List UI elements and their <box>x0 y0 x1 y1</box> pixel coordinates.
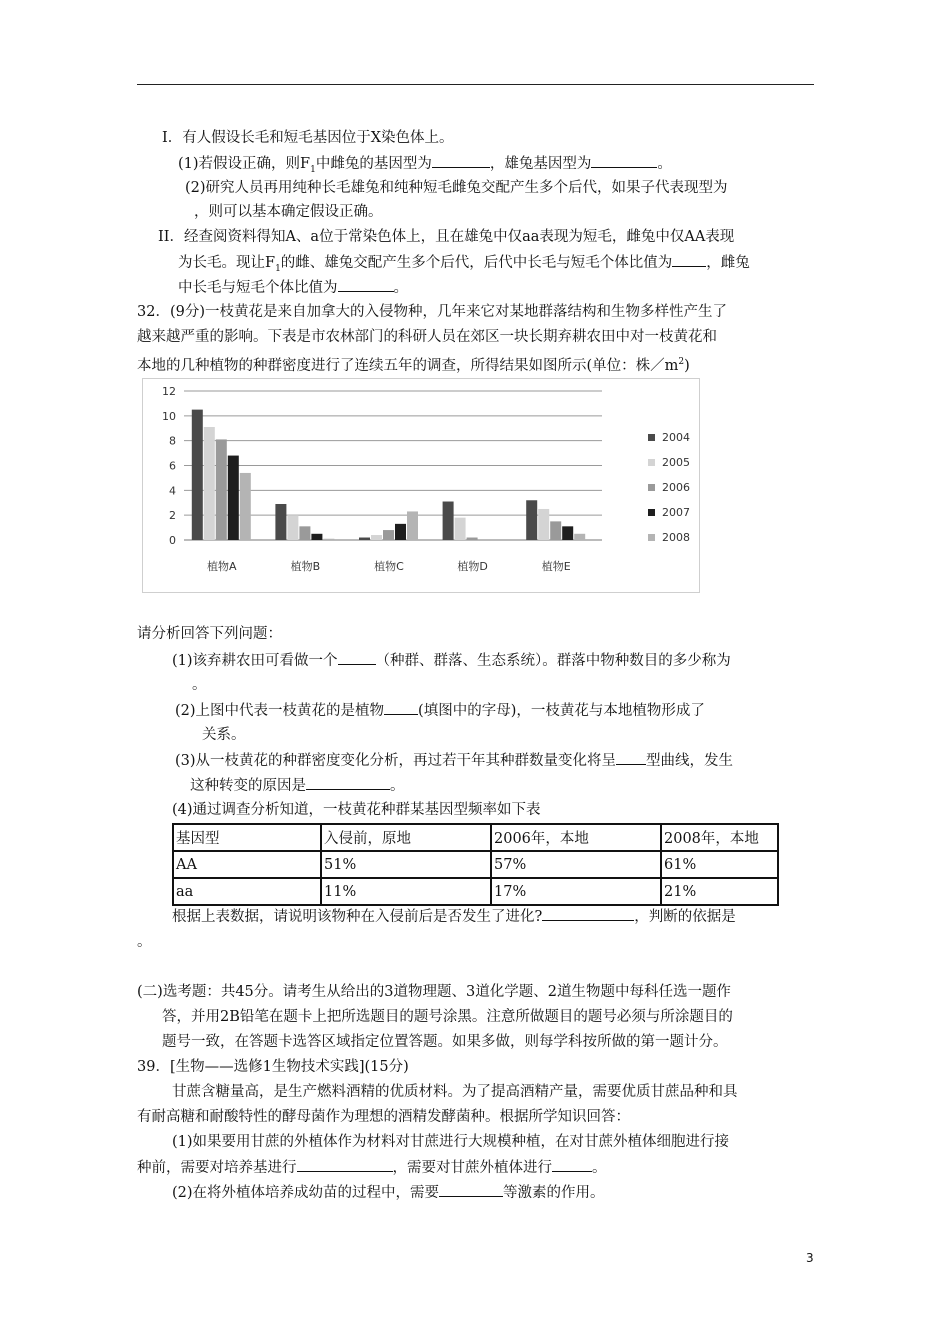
q31-p1-q2-line2: ，则可以基本确定假设正确。 <box>194 204 383 220</box>
q39-title: 39．[生物——选修1生物技术实践](15分) <box>137 1059 409 1075</box>
legend-swatch <box>648 509 655 516</box>
legend-swatch <box>648 534 655 541</box>
bar <box>371 535 382 540</box>
q32-sub2-end: 关系。 <box>202 727 246 743</box>
y-tick-label: 2 <box>169 509 176 523</box>
category-label: 植物E <box>541 560 571 573</box>
table-row <box>173 851 778 878</box>
q32-sub3: (3)从一枝黄花的种群密度变化分析，再过若干年其种群数量变化将呈 型曲线，发生 <box>175 750 733 771</box>
legend-swatch <box>648 459 655 466</box>
population-density-bar-chart <box>142 378 700 593</box>
bar <box>204 427 215 540</box>
bar <box>574 534 585 540</box>
q32-intro-line1: 32．(9分)一枝黄花是来自加拿大的入侵物种，几年来它对某地群落结构和生物多样性产生了 <box>137 304 727 320</box>
bar <box>287 515 298 540</box>
answer-blank[interactable] <box>439 1182 503 1197</box>
table-cell: AA <box>173 851 321 878</box>
q32-after-line2: 。 <box>137 934 152 950</box>
answer-blank[interactable] <box>338 277 394 292</box>
category-label: 植物B <box>290 560 321 573</box>
bar <box>395 524 406 540</box>
legend-label: 2008 <box>662 531 690 544</box>
legend-label: 2006 <box>662 481 690 494</box>
q31-part2-line2: 为长毛。现让$F_1$的雌、雄兔交配产生多个后代，后代中长毛与短毛个体比值为 ，雌兔 <box>178 252 750 279</box>
y-tick-label: 12 <box>162 385 176 398</box>
q32-sub2: (2)上图中代表一枝黄花的是植物 (填图中的字母)，一枝黄花与本地植物形成了 <box>175 700 705 721</box>
bar <box>299 526 310 540</box>
bar <box>228 456 239 540</box>
answer-blank[interactable] <box>338 650 376 665</box>
legend-swatch <box>648 484 655 491</box>
table-cell: 57% <box>491 851 661 878</box>
answer-blank[interactable] <box>672 252 706 267</box>
category-label: 植物A <box>207 560 237 573</box>
bar <box>192 410 203 540</box>
q31-part1-title: I．有人假设长毛和短毛基因位于X染色体上。 <box>162 130 454 146</box>
q39-para1: 甘蔗含糖量高，是生产燃料酒精的优质材料。为了提高酒精产量，需要优质甘蔗品种和具 <box>172 1084 738 1100</box>
table-header-cell: 2006年，本地 <box>491 824 661 851</box>
section2-line3: 题号一致，在答题卡选答区域指定位置答题。如果多做，则每学科按所做的第一题计分。 <box>162 1034 728 1050</box>
table-cell: aa <box>173 878 321 905</box>
answer-blank[interactable] <box>432 153 490 168</box>
q39-sub1-line2: 种前，需要对培养基进行 ，需要对甘蔗外植体进行 。 <box>137 1157 607 1178</box>
bar <box>526 500 537 540</box>
table-header-cell: 2008年，本地 <box>661 824 778 851</box>
q32-sub3-line2: 这种转变的原因是 。 <box>190 775 405 796</box>
answer-blank[interactable] <box>616 750 646 765</box>
bar <box>407 511 418 540</box>
q39-sub2: (2)在将外植体培养成幼苗的过程中，需要 等激素的作用。 <box>172 1182 605 1203</box>
bar <box>538 509 549 540</box>
table-cell: 11% <box>321 878 491 905</box>
y-tick-label: 4 <box>169 484 176 498</box>
table-row <box>173 878 778 905</box>
bar <box>323 539 334 540</box>
bar <box>240 473 251 540</box>
answer-blank[interactable] <box>306 775 390 790</box>
table-header-cell: 入侵前，原地 <box>321 824 491 851</box>
table-cell: 61% <box>661 851 778 878</box>
legend-label: 2004 <box>662 431 690 444</box>
table-cell: 51% <box>321 851 491 878</box>
bar <box>359 538 370 540</box>
bar <box>455 518 466 540</box>
genotype-frequency-table <box>172 823 779 906</box>
q32-intro-line3: 本地的几种植物的种群密度进行了连续五年的调查，所得结果如图所示(单位：株$/m^2$) <box>137 357 690 374</box>
q31-p1-q1: (1)若假设正确，则$F_1$中雌兔的基因型为 ，雄兔基因型为 。 <box>178 153 672 180</box>
section2-line1: (二)选考题：共45分。请考生从给出的3道物理题、3道化学题、2道生物题中每科任选一题作 <box>137 984 731 1000</box>
q32-ask: 请分析回答下列问题： <box>137 626 282 642</box>
answer-blank[interactable] <box>591 153 657 168</box>
bar <box>562 526 573 540</box>
y-tick-label: 8 <box>169 434 176 448</box>
q32-intro-line2: 越来越严重的影响。下表是市农林部门的科研人员在郊区一块长期弃耕农田中对一枝黄花和 <box>137 329 717 345</box>
bar <box>443 502 454 540</box>
answer-blank[interactable] <box>384 700 418 715</box>
q32-sub1: (1)该弃耕农田可看做一个 （种群、群落、生态系统）。群落中物种数目的多少称为 <box>172 650 731 671</box>
table-header-row <box>173 824 778 851</box>
bar <box>550 521 561 540</box>
page-number: 3 <box>806 1251 814 1265</box>
category-label: 植物D <box>457 560 488 573</box>
answer-blank[interactable] <box>542 906 634 921</box>
q39-sub1: (1)如果要用甘蔗的外植体作为材料对甘蔗进行大规模种植，在对甘蔗外植体细胞进行接 <box>172 1134 730 1150</box>
bar <box>383 530 394 540</box>
answer-blank[interactable] <box>552 1157 592 1172</box>
legend-label: 2007 <box>662 506 690 519</box>
table-cell: 21% <box>661 878 778 905</box>
bar <box>311 534 322 540</box>
category-label: 植物C <box>374 560 404 573</box>
section2-line2: 答，并用2B铅笔在题卡上把所选题目的题号涂黑。注意所做题目的题号必须与所涂题目的 <box>162 1009 733 1025</box>
q31-part2-line3: 中长毛与短毛个体比值为 。 <box>178 277 408 298</box>
header-rule <box>137 84 814 85</box>
answer-blank[interactable] <box>297 1157 393 1172</box>
q32-sub4: (4)通过调查分析知道，一枝黄花种群某基因型频率如下表 <box>172 802 541 818</box>
bar <box>275 504 286 540</box>
q39-para2: 有耐高糖和耐酸特性的酵母菌作为理想的酒精发酵菌种。根据所学知识回答： <box>137 1109 630 1125</box>
legend-label: 2005 <box>662 456 690 469</box>
y-tick-label: 6 <box>169 459 176 473</box>
y-tick-label: 0 <box>169 534 176 547</box>
y-tick-label: 10 <box>162 409 176 423</box>
table-cell: 17% <box>491 878 661 905</box>
q32-sub1-end: 。 <box>192 677 207 693</box>
legend-swatch <box>648 434 655 441</box>
bar <box>467 538 478 540</box>
table-header-cell: 基因型 <box>173 824 321 851</box>
bar <box>216 439 227 540</box>
q31-part2-line1: II．经查阅资料得知A、a位于常染色体上，且在雄兔中仅aa表现为短毛，雌兔中仅AA表现 <box>158 229 735 245</box>
q32-after-line1: 根据上表数据，请说明该物种在入侵前后是否发生了进化? ，判断的依据是 <box>172 906 736 927</box>
q31-p1-q2-line1: (2)研究人员再用纯种长毛雄兔和纯种短毛雌兔交配产生多个后代，如果子代表现型为 <box>185 180 728 196</box>
